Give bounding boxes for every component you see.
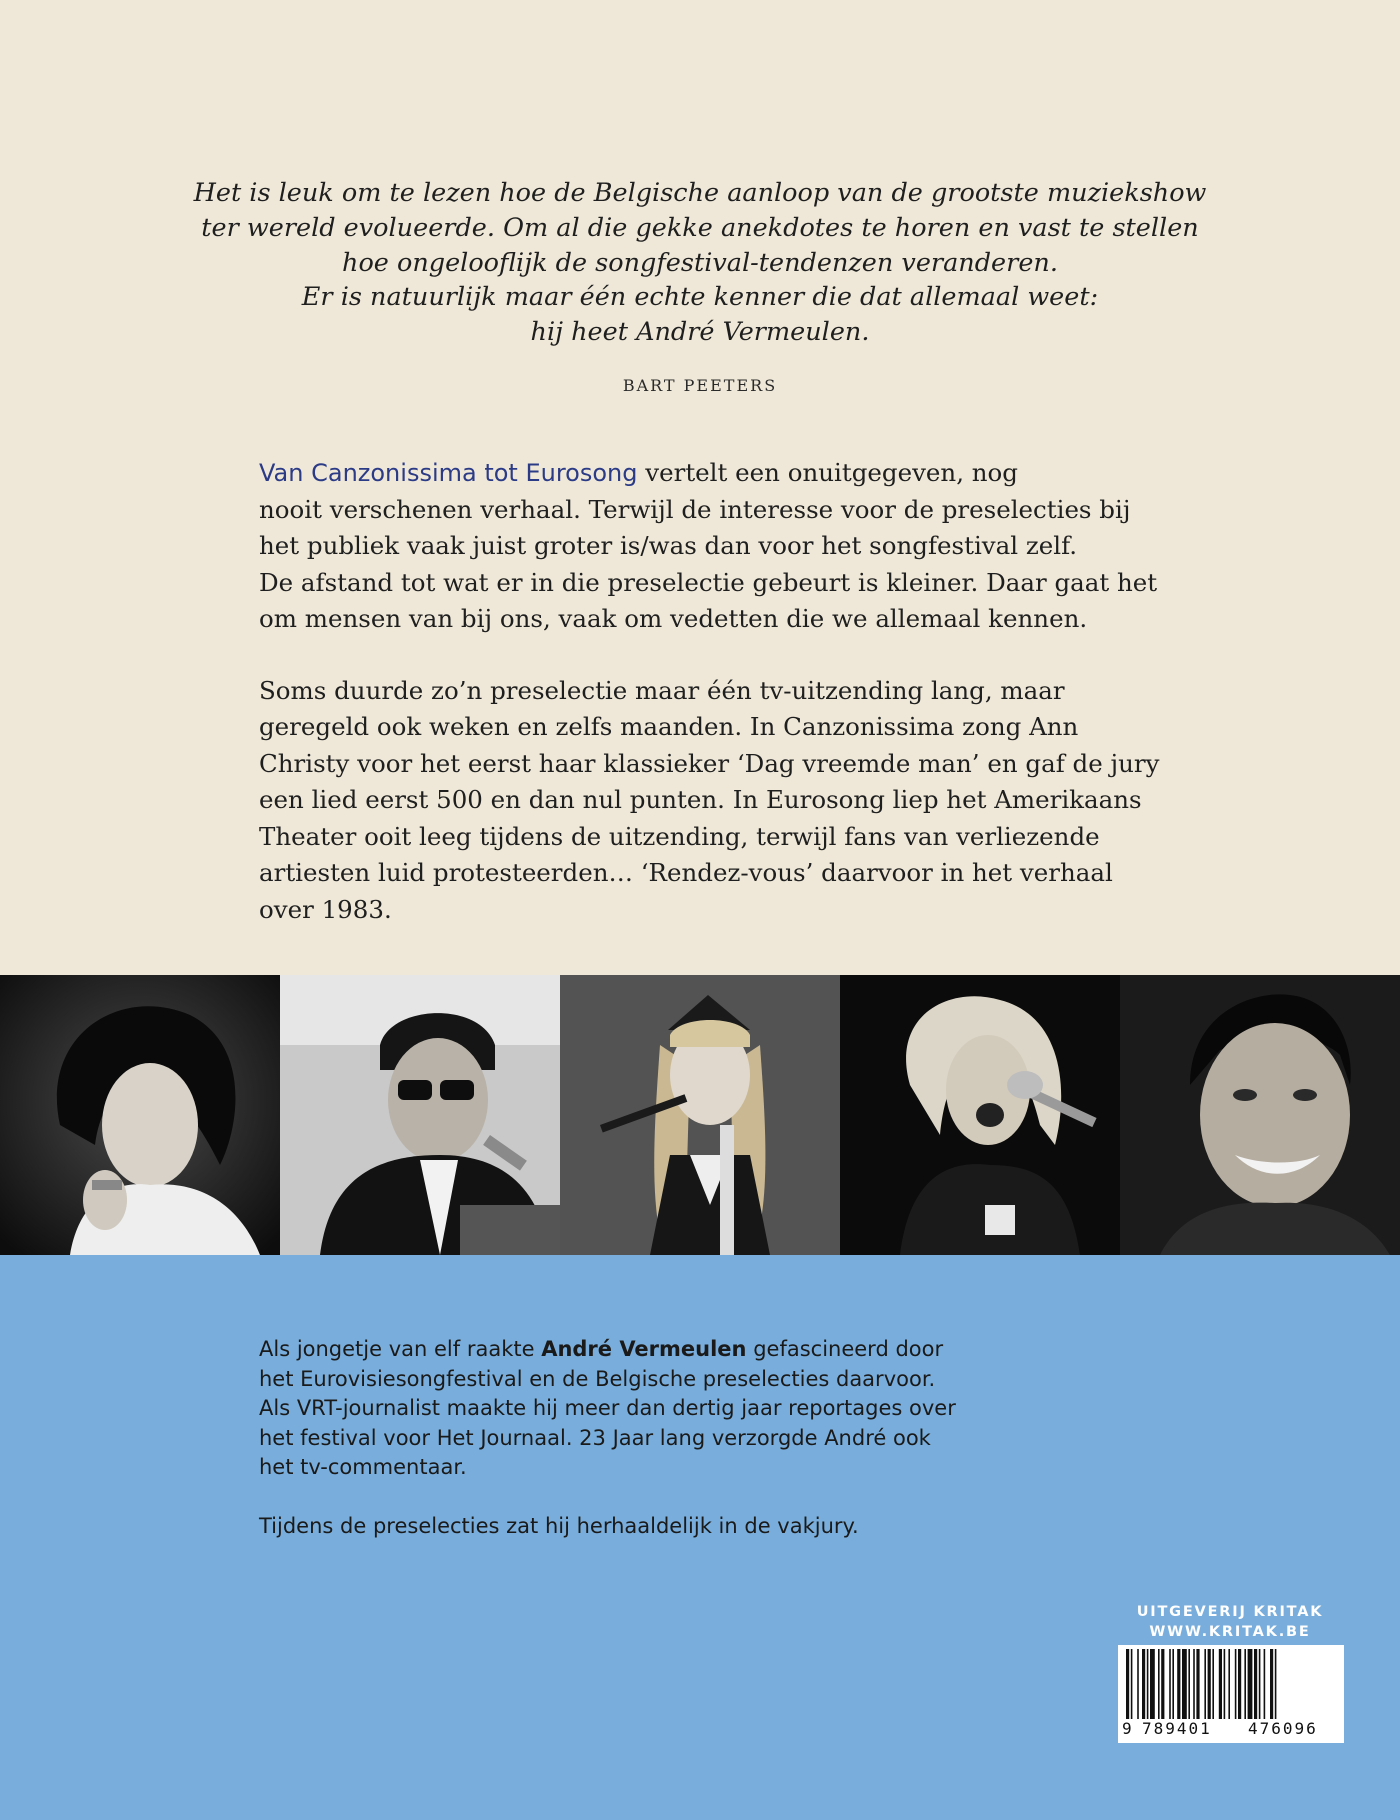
intro-line: over 1983. [259, 894, 392, 924]
intro-text [259, 455, 1179, 928]
author-bio [259, 1335, 1119, 1541]
isbn-first-digit: 9 [1122, 1719, 1132, 1738]
quote-attribution: BART PEETERS [622, 376, 778, 395]
intro-line: Van Canzonissima tot Eurosong vertelt een onuitgegeven, nog [259, 458, 1018, 487]
intro-line: Soms duurde zo’n preselectie maar één tv-uitzending lang, maar [259, 675, 1065, 705]
intro-line: een lied eerst 500 en dan nul punten. In Eurosong liep het Amerikaans [259, 785, 1142, 814]
bio-line: het Eurovisiesongfestival en de Belgische preselecties daarvoor. [259, 1366, 936, 1391]
singer-uniform-long-hair-photo [560, 975, 840, 1255]
quote-line: ter wereld evolueerde. Om al die gekke anekdotes te horen en vast te stellen [201, 212, 1199, 243]
quote-line: hij heet André Vermeulen. [530, 317, 870, 348]
intro-line: Theater ooit leeg tijdens de uitzending, terwijl fans van verliezende [259, 821, 1100, 851]
singer-blonde-microphone-photo [840, 975, 1120, 1255]
intro-line: nooit verschenen verhaal. Terwijl de interesse voor de preselecties bij [259, 494, 1131, 524]
isbn-group-2: 476096 [1248, 1719, 1318, 1738]
bio-line: Als VRT-journalist maakte hij meer dan dertig jaar reportages over [259, 1396, 956, 1420]
publisher-url: WWW.KRITAK.BE [1149, 1624, 1311, 1640]
isbn-group-1: 789401 [1142, 1719, 1212, 1738]
endorsement-quote [150, 176, 1250, 350]
bio-line: het tv-commentaar. [259, 1455, 467, 1479]
intro-line: het publiek vaak juist groter is/was dan voor het songfestival zelf. [259, 531, 1078, 560]
singer-sunglasses-suit-photo [280, 975, 560, 1255]
isbn-number [1118, 1717, 1344, 1741]
smiling-man-portrait-photo [1120, 975, 1400, 1255]
singer-short-dark-hair-photo [0, 975, 280, 1255]
bio-line: Als jongetje van elf raakte André Vermeulen gefascineerd door [259, 1337, 944, 1361]
quote-line: Er is natuurlijk maar één echte kenner die dat allemaal weet: [301, 282, 1099, 313]
intro-line: artiesten luid protesteerden… ‘Rendez-vous’ daarvoor in het verhaal [259, 858, 1113, 887]
bio-line: het festival voor Het Journaal. 23 Jaar lang verzorgde André ook [259, 1425, 931, 1450]
publisher-name: UITGEVERIJ KRITAK [1136, 1604, 1324, 1620]
intro-line: Christy voor het eerst haar klassieker ‘Dag vreemde man’ en gaf de jury [259, 748, 1160, 778]
book-title: Van Canzonissima tot Eurosong [259, 459, 638, 487]
photo-strip [0, 975, 1400, 1255]
quote-line: Het is leuk om te lezen hoe de Belgische aanloop van de grootste muziekshow [193, 178, 1207, 208]
quote-line: hoe ongelooflijk de songfestival-tendenzen veranderen. [342, 247, 1058, 278]
author-name: André Vermeulen [541, 1337, 747, 1361]
intro-line: De afstand tot wat er in die preselectie gebeurt is kleiner. Daar gaat het [259, 567, 1158, 597]
bio-line: Tijdens de preselecties zat hij herhaaldelijk in de vakjury. [259, 1513, 859, 1538]
intro-line: geregeld ook weken en zelfs maanden. In Canzonissima zong Ann [259, 712, 1079, 741]
isbn-barcode [1118, 1645, 1344, 1743]
intro-line: om mensen van bij ons, vaak om vedetten die we allemaal kennen. [259, 604, 1088, 633]
publisher-info [1110, 1602, 1350, 1642]
author-bio-section [0, 1255, 1400, 1820]
